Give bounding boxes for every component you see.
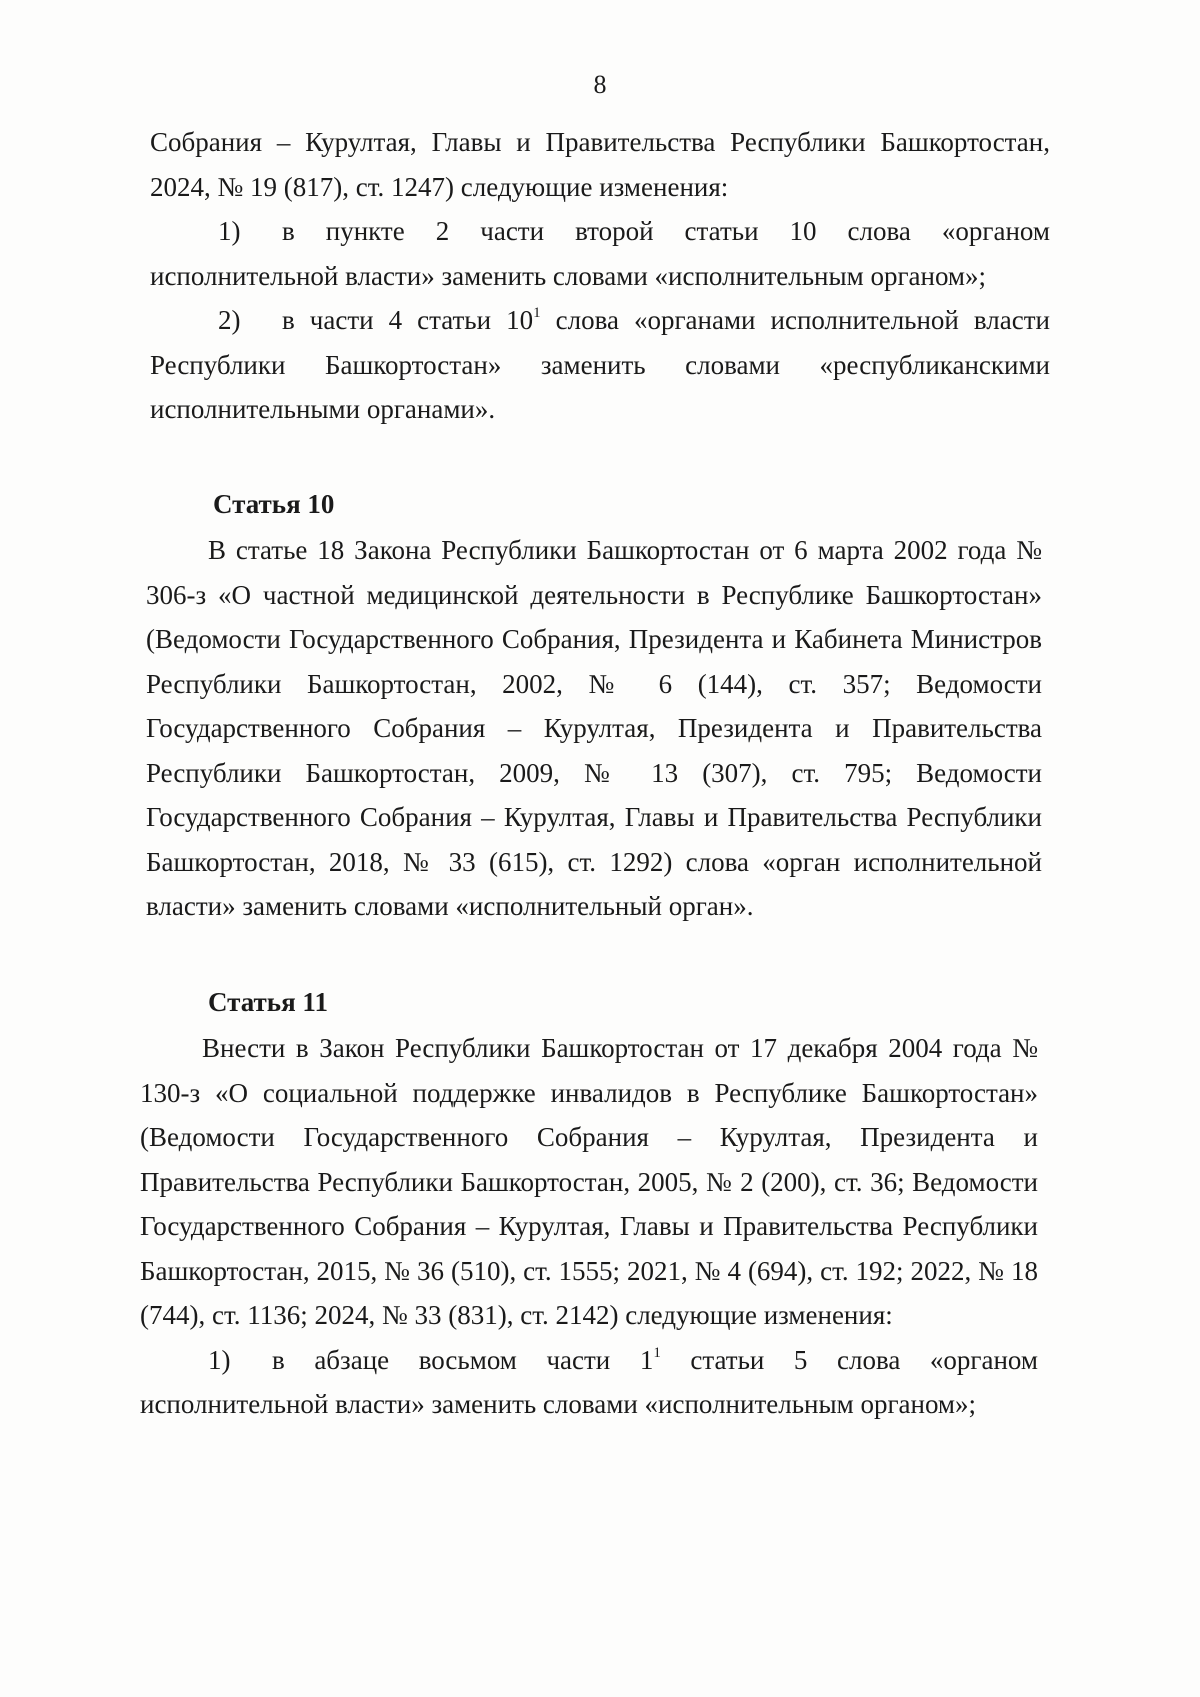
intro-block — [150, 120, 1050, 432]
item-text: слова «органами исполнительной власти Республики Башкортостан» заменить словами «республиканскими исполнительными органами». — [150, 305, 1050, 424]
item-number: 2) — [218, 305, 241, 335]
article-11-paragraph: Внести в Закон Республики Башкортостан от 17 декабря 2004 года № 130-з «О социальной поддержке инвалидов в Республике Башкортостан» (Ведомости Государственного Собрания – Курултая, Президента и Правительства Республики Башкортостан, 2005, № 2 (200), ст. 36; Ведомости Государственного Собрания – Курултая, Главы и Правительства Республики Башкортостан, 2015, № 36 (510), ст. 1555; 2021, № 4 (694), ст. 192; 2022, № 18 (744), ст. 1136; 2024, № 33 (831), ст. 2142) следующие изменения: — [140, 1033, 1038, 1330]
article-10-block — [146, 528, 1042, 929]
list-item — [150, 209, 1050, 298]
item-text: статьи 5 слова «органом исполнительной власти» заменить словами «исполнительным органом»; — [140, 1344, 1038, 1419]
article-10-paragraph: В статье 18 Закона Республики Башкортостан от 6 марта 2002 года № 306-з «О частной медицинской деятельности в Республике Башкортостан» (Ведомости Государственного Собрания, Президента и Кабинета Министров Республики Башкортостан, 2002, № 6 (144), ст. 357; Ведомости Государственного Собрания – Курултая, Президента и Правительства Республики Башкортостан, 2009, № 13 (307), ст. 795; Ведомости Государственного Собрания – Курултая, Главы и Правительства Республики Башкортостан, 2018, № 33 (615), ст. 1292) слова «орган исполнительной власти» заменить словами «исполнительный орган». — [146, 535, 1042, 921]
list-item — [150, 298, 1050, 432]
item-number: 1) — [218, 216, 241, 246]
page-number: 8 — [593, 70, 607, 99]
continuation-paragraph: Собрания – Курултая, Главы и Правительства Республики Башкортостан, 2024, № 19 (817), ст. 1247) следующие изменения: — [150, 127, 1050, 202]
superscript: 1 — [653, 1344, 661, 1361]
article-11-block — [140, 1026, 1038, 1427]
list-item — [140, 1338, 1038, 1427]
superscript: 1 — [533, 305, 541, 321]
article-10-heading: Статья 10 — [213, 489, 335, 519]
article-11-heading: Статья 11 — [208, 987, 328, 1017]
item-number: 1) — [208, 1344, 231, 1375]
item-text: в абзаце восьмом части 1 — [272, 1344, 654, 1375]
item-text: в пункте 2 части второй статьи 10 слова «органом исполнительной власти» заменить словами «исполнительным органом»; — [150, 216, 1050, 291]
item-text: в части 4 статьи 10 — [282, 305, 534, 335]
